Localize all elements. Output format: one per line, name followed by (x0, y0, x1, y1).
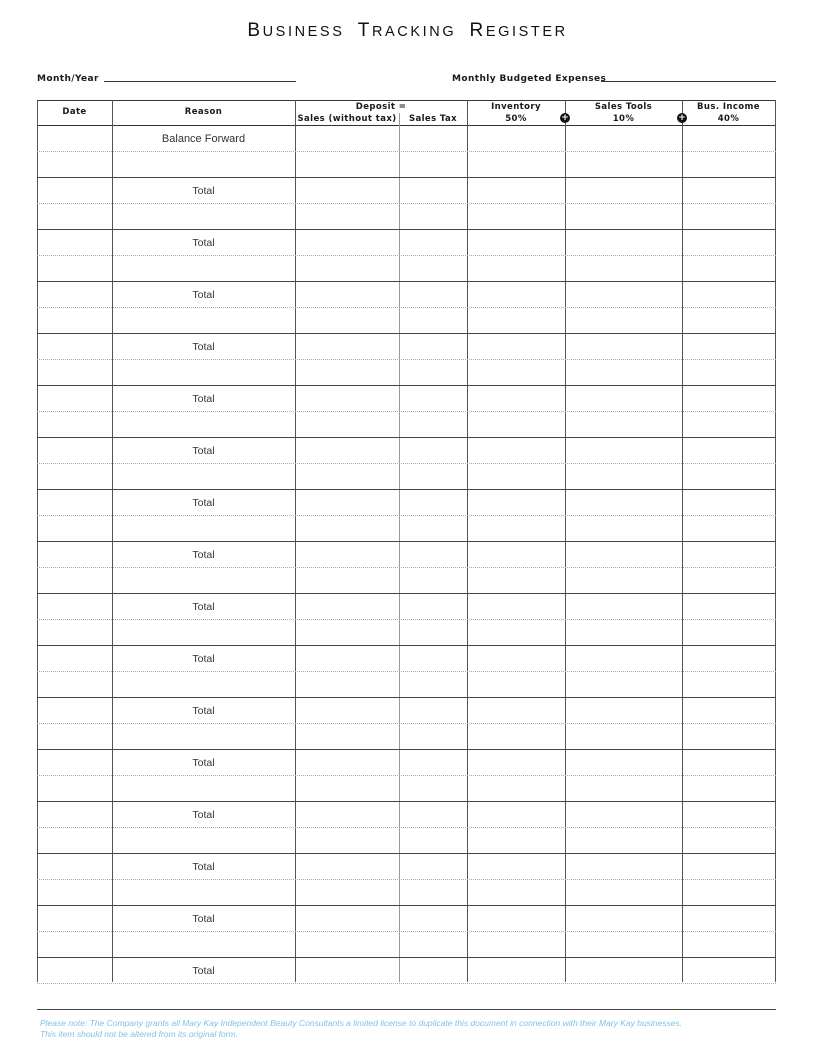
table-row[interactable] (37, 594, 776, 646)
table-row[interactable] (37, 230, 776, 282)
page-title (0, 20, 815, 42)
row-dotted-separator (37, 463, 776, 464)
row-label-total: Total (192, 185, 215, 197)
table-row[interactable] (37, 386, 776, 438)
register-table (37, 100, 776, 982)
month-year-input[interactable] (106, 70, 298, 82)
header-deposit: Deposit = (355, 102, 407, 112)
header-bus-income: Bus. Income (697, 102, 760, 112)
table-row[interactable] (37, 490, 776, 542)
row-label-total: Total (192, 497, 215, 509)
row-label-total: Total (192, 809, 215, 821)
table-row[interactable] (37, 282, 776, 334)
row-label-total: Total (192, 341, 215, 353)
row-label-balance-forward: Balance Forward (161, 133, 246, 145)
month-year-label: Month/Year (37, 74, 99, 84)
row-dotted-separator (37, 151, 776, 152)
row-dotted-separator (37, 879, 776, 880)
header-sales-without-tax: Sales (without tax) (297, 114, 397, 124)
table-row[interactable] (37, 802, 776, 854)
table-row[interactable] (37, 542, 776, 594)
row-label-total: Total (192, 913, 215, 925)
table-row[interactable] (37, 958, 776, 1010)
row-label-total: Total (192, 237, 215, 249)
row-dotted-separator (37, 619, 776, 620)
row-dotted-separator (37, 515, 776, 516)
budget-label: Monthly Budgeted Expenses (452, 74, 607, 84)
row-label-total: Total (192, 653, 215, 665)
row-label-total: Total (192, 705, 215, 717)
row-dotted-separator (37, 203, 776, 204)
header-sales-tools: Sales Tools (594, 102, 653, 112)
row-dotted-separator (37, 359, 776, 360)
row-dotted-separator (37, 827, 776, 828)
plus-icon: + (561, 113, 569, 123)
table-row[interactable] (37, 906, 776, 958)
row-dotted-separator (37, 671, 776, 672)
row-label-total: Total (192, 861, 215, 873)
row-label-total: Total (192, 393, 215, 405)
row-dotted-separator (37, 567, 776, 568)
row-label-total: Total (192, 601, 215, 613)
table-row[interactable] (37, 126, 776, 178)
row-dotted-separator (37, 723, 776, 724)
title-word-3: REGISTER (469, 20, 568, 41)
table-row[interactable] (37, 334, 776, 386)
header-inventory: Inventory (491, 102, 541, 112)
row-label-total: Total (192, 965, 215, 977)
table-row[interactable] (37, 698, 776, 750)
header-sales-tools-pct: 10% (612, 114, 635, 124)
footnote-line-1: Please note: The Company grants all Mary Kay Independent Beauty Consultants a limited license to duplicate this document in connection with their Mary Kay businesses. (40, 1018, 683, 1028)
header-date: Date (62, 107, 87, 117)
row-label-total: Total (192, 289, 215, 301)
table-row[interactable] (37, 750, 776, 802)
table-row[interactable] (37, 178, 776, 230)
header-bus-income-pct: 40% (717, 114, 740, 124)
title-word-2: TRACKING (357, 20, 457, 41)
table-row[interactable] (37, 854, 776, 906)
row-label-total: Total (192, 757, 215, 769)
row-label-total: Total (192, 549, 215, 561)
row-dotted-separator (37, 931, 776, 932)
row-dotted-separator (37, 411, 776, 412)
row-dotted-separator (37, 255, 776, 256)
header-sales-tax: Sales Tax (408, 114, 458, 124)
table-row[interactable] (37, 438, 776, 490)
row-dotted-separator (37, 775, 776, 776)
row-label-total: Total (192, 445, 215, 457)
footnote (40, 1018, 780, 1040)
plus-icon: + (678, 113, 686, 123)
header-reason: Reason (184, 107, 223, 117)
row-separator (37, 1009, 776, 1010)
table-row[interactable] (37, 646, 776, 698)
title-word-1: BUSINESS (247, 20, 345, 41)
budget-input[interactable] (603, 70, 778, 82)
row-dotted-separator (37, 307, 776, 308)
footnote-line-2: This item should not be altered from its original form. (40, 1029, 238, 1039)
header-inventory-pct: 50% (505, 114, 527, 124)
row-dotted-separator (37, 983, 776, 984)
